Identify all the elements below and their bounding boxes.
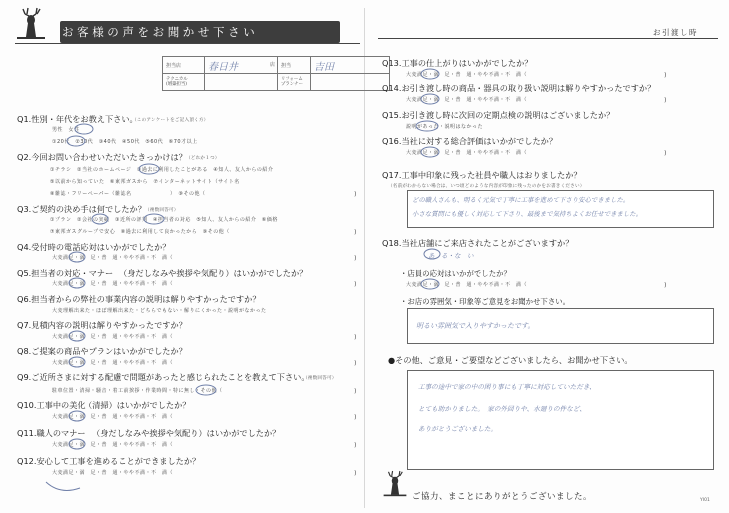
reform-label: リフォーム プランナー: [278, 74, 311, 91]
q18-staff-question: ・店員の応対はいかがでしたか？: [400, 269, 511, 278]
q14-text: Q14.お引き渡し時の商品・器具の取り扱い説明は解りやすかったですか？: [382, 83, 656, 93]
q4-options[interactable]: 大変満足・満 足・普 通・やや不満・不 満（: [52, 255, 174, 261]
other-handwriting-3: ありがとうございました。: [418, 425, 498, 433]
q1-text: Q1.性別・年代をお教え下さい。: [17, 114, 138, 124]
q1-age[interactable]: ①20代 ②30代 ③40代 ④50代 ⑤60代 ⑥70才以上: [52, 139, 198, 145]
q9-hint: （複数回答可）: [303, 376, 337, 381]
q8-options[interactable]: 大変満足・満 足・普 通・やや不満・不 満（: [52, 360, 174, 366]
q17-hint: （名前がわからない場合は、いつ頃どのような内容が印象に残ったのかをお書きください）: [388, 184, 585, 189]
q18-answer[interactable]: あ る・な い: [428, 252, 474, 260]
q18-staff-options[interactable]: 大変満足・満 足・普 通・やや不満・不 満（: [406, 282, 528, 288]
staff-handwriting: 吉田: [314, 61, 334, 73]
q12-text: Q12.安心して工事を進めることができましたか？: [17, 456, 201, 466]
survey-sheet: お客様の声をお聞かせ下さい お引渡し時 担当店 春日井 店 担当 吉田 テクニカル (増築担当) リフォーム プランナー Q1.性別・年代をお教え下さい。 （このアンケートをご記入頂く方） 男性 女性 ①20代 ②30代 ③40代 ④50代 ⑤60代 ⑥70才以上 Q2.今回お問い合わせいただいたきっかけは？ （どれか１つ） ①チラシ ②当社のホームページ ③過去に利用したことがある ④知人、友人からの紹介 ⑤以前から知っていた ⑥東邦ガスから ⑦インターネットサイト（サイト名 ⑧雑誌・フリーペーパー（雑誌名 ） ⑨その他（ Q3.ご契約の決め手は何でしたか？ （複数回答可） ①プラン ②会社の実績 ③近所の評判 ④担当者の対応 ⑤知人、友人からの紹介 ⑥価格 ⑦東邦ガスグループで安心 ⑧過去に利用して良かったから ⑨その他（ Q4.受付時の電話応対はいかがでしたか？ 大変満足・満 足・普 通・やや不満・不 満（ Q5.担当者の対応・マナー （身だしなみや挨拶や気配り）はいかがでしたか？ 大変満足・満 足・普 通・やや不満・不 満（ Q6.担当者からの弊社の事業内容の説明は解りやすかったですか？ 大変理解出来た・ほぼ理解出来た・どちらでもない・解りにくかった・説明がなかった Q7.見積内容の説明は解りやすかったですか？ 大変満足・満 足・普 通・やや不満・不 満（ Q8.ご提案の商品やプランはいかがでしたか？ 大変満足・満 足・普 通・やや不満・不 満（ Q9.ご近所さまに対する配慮で問題があったと感じられたことを教えて下さい。 （複数回答可） 駐車位置・清掃・騒音・着工前挨拶・作業時間・特に無し・その他（ Q10.工事中の美化 （清掃）はいかがでしたか？ 大変満足・満 足・普 通・やや不満・不 満（ Q11.職人のマナー （身だしなみや挨拶や気配り）はいかがでしたか？ 大変満足・満 足・普 通・やや不満・不 満（ Q12.安心して工事を進めることができましたか？ 大変満足・満 足・普 通・やや不満・不 満（ ) ) ) ) ) ) ) ) ) ) Q13.工事の仕上がりはいかがでしたか？ 大変満足・満 足・普 通・やや不満・不 満（ ) Q14.お引き渡し時の商品・器具の取り扱い説明は解りやすかったですか？ 大変満足・満 足・普 通・やや不満・不 満（ ) Q15.お引き渡し時に次回の定期点検の説明はございましたか？ 説明があった・説明はなかった Q16.当社に対する総合評価はいかがでしたか？ 大変満足・満 足・普 通・やや不満・不 満（ ) Q17.工事中印象に残った社員や職人はおりましたか？ （名前がわからない場合は、いつ頃どのような内容が印象に残ったのかをお書きください） どの職人さんも、明るく元気で丁寧に工事を進めて下さり安心できました。 小さな質問にも優しく対応して下さり、最後まで気持ちよくお任せできました。 Q18.当社店舗にご来店されたことがございますか？ あ る・な い ・店員の応対はいかがでしたか？ 大変満足・満 足・普 通・やや不満・不 満（ ) ・お店の雰囲気・印象等ご意見をお聞かせ下さい。 明るい雰囲気で入りやすかったです。 ●その他、ご意見・ご要望などございましたら、お聞かせ下さい。 工事の途中で家の中の困り事にも丁寧に対応していただき、 とても助かりました。 家の外回りや、水廻りの件など、 ありがとうございました。 ご協力、まことにありがとうございました。 YI01: [0, 0, 729, 513]
q2-line-2[interactable]: ⑤以前から知っていた ⑥東邦ガスから ⑦インターネットサイト（サイト名: [50, 179, 240, 185]
q17-handwriting-2: 小さな質問にも優しく対応して下さり、最後まで気持ちよくお任せできました。: [412, 210, 643, 218]
q16-options[interactable]: 大変満足・満 足・普 通・やや不満・不 満（: [406, 150, 528, 156]
deer-footer-icon: [382, 470, 408, 498]
q4-text: Q4.受付時の電話応対はいかがでしたか？: [17, 242, 171, 252]
q18-atmosphere-handwriting: 明るい雰囲気で入りやすかったです。: [416, 322, 535, 330]
q2-line-1[interactable]: ①チラシ ②当社のホームページ ③過去に利用したことがある ④知人、友人からの紹介: [50, 167, 274, 173]
q3-text: Q3.ご契約の決め手は何でしたか？: [17, 204, 146, 214]
q6-options[interactable]: 大変理解出来た・ほぼ理解出来た・どちらでもない・解りにくかった・説明がなかった: [52, 308, 267, 314]
q15-options[interactable]: 説明があった・説明はなかった: [406, 124, 483, 130]
q3-hint: （複数回答可）: [145, 208, 179, 213]
q1-hint: （このアンケートをご記入頂く方）: [132, 118, 209, 123]
q11-hint: （身だしなみや挨拶や気配り）はいかがでしたか？: [92, 428, 281, 438]
q13-options[interactable]: 大変満足・満 足・普 通・やや不満・不 満（: [406, 72, 528, 78]
q11-text: Q11.職人のマナー: [17, 428, 86, 438]
q7-text: Q7.見積内容の説明は解りやすかったですか？: [17, 320, 187, 330]
q5-hint: （身だしなみや挨拶や気配り）はいかがでしたか？: [119, 268, 308, 278]
sales-store-handwriting: 春日井: [208, 61, 238, 73]
q5-options[interactable]: 大変満足・満 足・普 通・やや不満・不 満（: [52, 281, 174, 287]
q7-options[interactable]: 大変満足・満 足・普 通・やや不満・不 満（: [52, 334, 174, 340]
q18-text: Q18.当社店舗にご来店されたことがございますか？: [382, 238, 574, 248]
q14-options[interactable]: 大変満足・満 足・普 通・やや不満・不 満（: [406, 97, 528, 103]
other-handwriting-1: 工事の途中で家の中の困り事にも丁寧に対応していただき、: [418, 383, 596, 391]
q10-text: Q10.工事中の美化: [17, 400, 86, 410]
q6-text: Q6.担当者からの弊社の事業内容の説明は解りやすかったですか？: [17, 294, 261, 304]
q15-text: Q15.お引き渡し時に次回の定期点検の説明はございましたか？: [382, 110, 615, 120]
q18-atmosphere-question: ・お店の雰囲気・印象等ご意見をお聞かせ下さい。: [400, 297, 570, 306]
sales-store-label: 担当店: [163, 57, 205, 74]
other-handwriting-2: とても助かりました。 家の外回りや、水廻りの件など、: [418, 405, 587, 413]
q17-handwriting-1: どの職人さんも、明るく元気で丁寧に工事を進めて下さり安心できました。: [412, 196, 630, 204]
q10-options[interactable]: 大変満足・満 足・普 通・やや不満・不 満（: [52, 414, 174, 420]
q2-text: Q2.今回お問い合わせいただいたきっかけは？: [17, 152, 187, 162]
q9-text: Q9.ご近所さまに対する配慮で問題があったと感じられたことを教えて下さい。: [17, 372, 310, 382]
technical-label: テクニカル (増築担当): [163, 74, 205, 91]
other-question: ●その他、ご意見・ご要望などございましたら、お聞かせ下さい。: [388, 355, 633, 365]
page-title: お客様の声をお聞かせ下さい: [62, 25, 259, 39]
thanks-text: ご協力、まことにありがとうございました。: [412, 492, 593, 502]
q11-options[interactable]: 大変満足・満 足・普 通・やや不満・不 満（: [52, 442, 174, 448]
q13-text: Q13.工事の仕上がりはいかがでしたか？: [382, 58, 533, 68]
q16-text: Q16.当社に対する総合評価はいかがでしたか？: [382, 136, 558, 146]
q5-text: Q5.担当者の対応・マナー: [17, 268, 114, 278]
q12-options[interactable]: 大変満足・満 足・普 通・やや不満・不 満（: [52, 470, 174, 476]
q1-gender[interactable]: 男性 女性: [52, 127, 80, 133]
q2-hint: （どれか１つ）: [186, 156, 220, 161]
q2-line-3[interactable]: ⑧雑誌・フリーペーパー（雑誌名 ） ⑨その他（: [50, 191, 206, 197]
q3-line-1[interactable]: ①プラン ②会社の実績 ③近所の評判 ④担当者の対応 ⑤知人、友人からの紹介 ⑥価格: [50, 217, 278, 223]
staff-label: 担当: [278, 57, 311, 74]
q17-text: Q17.工事中印象に残った社員や職人はおりましたか？: [382, 170, 582, 180]
handover-label: お引渡し時: [653, 28, 698, 37]
q9-options[interactable]: 駐車位置・清掃・騒音・着工前挨拶・作業時間・特に無し・その他（: [52, 388, 223, 394]
q10-hint: （清掃）はいかがでしたか？: [84, 400, 191, 410]
q8-text: Q8.ご提案の商品やプランはいかがでしたか？: [17, 346, 187, 356]
q3-line-2[interactable]: ⑦東邦ガスグループで安心 ⑧過去に利用して良かったから ⑨その他（: [50, 229, 230, 235]
form-code: YI01: [700, 498, 710, 503]
store-suffix: 店: [269, 62, 275, 68]
